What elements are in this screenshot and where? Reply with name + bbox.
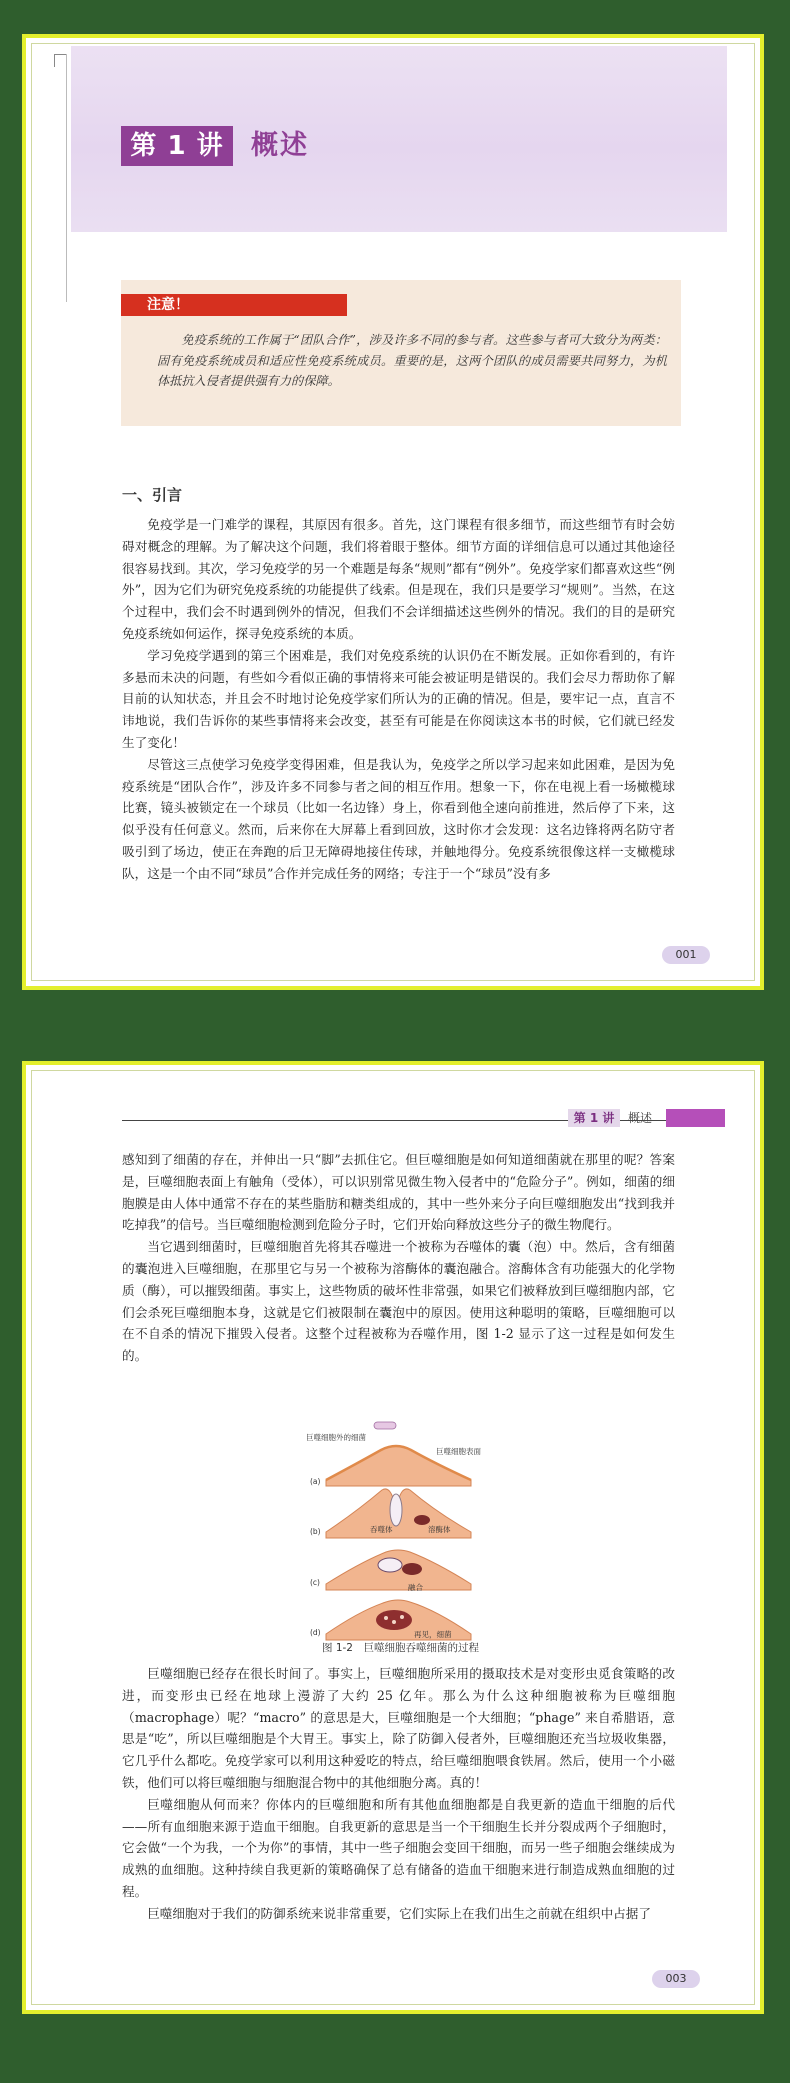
paragraph: 学习免疫学遇到的第三个困难是，我们对免疫系统的认识仍在不断发展。正如你看到的，有许多悬而未决的问题，有些如今看似正确的事情将来可能会被证明是错误的。我们会尽力帮助你了解目前的认知状态，并且会不时地讨论免疫学家们所认为的正确的情况。但是，要牢记一点，直言不讳地说，我们告诉你的某些事情将来会改变，甚至有可能是在你阅读这本书的时候，它们就已经发生了变化！ (122, 647, 675, 750)
note-text: 免疫系统的工作属于“团队合作”，涉及许多不同的参与者。这些参与者可大致分为两类：固有免疫系统成员和适应性免疫系统成员。重要的是，这两个团队的成员需要共同努力，为机体抵抗入侵者提供强有力的保障。 (157, 333, 667, 388)
note-box (121, 280, 681, 426)
figure-label: 再见，细菌 (414, 1630, 452, 1639)
phagocytosis-illustration (286, 1420, 526, 1648)
note-label: 注意！ (121, 294, 347, 316)
chapter-tag: 第 1 讲 (121, 126, 233, 166)
paragraph: 巨噬细胞已经存在很长时间了。事实上，巨噬细胞所采用的摄取技术是对变形虫觅食策略的改进，而变形虫已经在地球上漫游了大约 25 亿年。那么为什么这种细胞被称为巨噬细胞（macrophage）呢？“macro” 的意思是大，巨噬细胞是一个大细胞；“phage” 来自希腊语，意思是“吃”，所以巨噬细胞是个大胃王。事实上，除了防御入侵者外，巨噬细胞还充当垃圾收集器，它几乎什么都吃。免疫学家可以利用这种爱吃的特点，给巨噬细胞喂食铁屑。然后，使用一个小磁铁，他们可以将巨噬细胞与细胞混合物中的其他细胞分离。真的！ (122, 1666, 675, 1790)
book-page-003 (22, 1061, 764, 2014)
paragraph: 巨噬细胞对于我们的防御系统来说非常重要，它们实际上在我们出生之前就在组织中占据了 (147, 1905, 651, 1921)
paragraph: 巨噬细胞从何而来？你体内的巨噬细胞和所有其他血细胞都是自我更新的造血干细胞的后代——所有血细胞来源于造血干细胞。自我更新的意思是当一个干细胞生长并分裂成两个子细胞时，它会做“一个为我，一个为你”的事情，其中一些子细胞会变回干细胞，而另一些子细胞会继续成为成熟的血细胞。这种持续自我更新的策略确保了总有储备的造血干细胞来进行制造成熟血细胞的过程。 (122, 1796, 675, 1899)
running-header-tag: 第 1 讲 (568, 1109, 620, 1127)
phagocytosis-figure (286, 1420, 526, 1648)
crop-line (66, 54, 67, 302)
chapter-title: 概述 (251, 130, 309, 161)
panel-label: (c) (310, 1578, 320, 1587)
figure-label: 融合 (408, 1583, 423, 1592)
section-heading: 一、引言 (122, 486, 183, 504)
paragraph: 当它遇到细菌时，巨噬细胞首先将其吞噬进一个被称为吞噬体的囊（泡）中。然后，含有细菌的囊泡进入巨噬细胞，在那里它与另一个被称为溶酶体的囊泡融合。溶酶体含有功能强大的化学物质（酶），可以摧毁细菌。事实上，这些物质的破坏性非常强，如果它们被释放到巨噬细胞内部，它们会杀死巨噬细胞本身，这就是它们被限制在囊泡中的原因。使用这种聪明的策略，巨噬细胞可以在不自杀的情况下摧毁入侵者。这整个过程被称为吞噬作用，图 1-2 显示了这一过程是如何发生的。 (122, 1239, 675, 1364)
figure-caption: 图 1-2 巨噬细胞吞噬细菌的过程 (322, 1642, 479, 1654)
figure-label: 溶酶体 (428, 1525, 451, 1534)
book-page-001 (22, 34, 764, 990)
running-header-bar (666, 1109, 725, 1127)
running-header-title: 概述 (628, 1111, 653, 1125)
page-number: 003 (652, 1970, 700, 1988)
panel-label: (d) (310, 1628, 321, 1637)
body-text (122, 1663, 675, 1925)
figure-label: 巨噬细胞表面 (436, 1447, 481, 1456)
paragraph: 免疫学是一门难学的课程，其原因有很多。首先，这门课程有很多细节，而这些细节有时会妨碍对概念的理解。为了解决这个问题，我们将着眼于整体。细节方面的详细信息可以通过其他途径很容易找到。其次，学习免疫学的另一个难题是每条“规则”都有“例外”。免疫学家们都喜欢这些“例外”，因为它们为研究免疫系统的功能提供了线索。但是现在，我们只是要学习“规则”。当然，在这个过程中，我们会不时遇到例外的情况，但我们不会详细描述这些例外的情况。我们的目的是研究免疫系统如何运作，探寻免疫系统的本质。 (122, 517, 675, 641)
panel-label: (a) (310, 1477, 321, 1486)
page-number: 001 (662, 946, 710, 964)
paragraph: 感知到了细菌的存在，并伸出一只“脚”去抓住它。但巨噬细胞是如何知道细菌就在那里的呢？答案是，巨噬细胞表面上有触角（受体），可以识别常见微生物入侵者中的“危险分子”。例如，细菌的细胞膜是由人体中通常不存在的某些脂肪和糖类组成的，其中一些外来分子向巨噬细胞发出“找到我并吃掉我”的信号。当巨噬细胞检测到危险分子时，它们开始向释放这些分子的微生物爬行。 (122, 1152, 675, 1233)
body-text (122, 514, 675, 885)
body-text (122, 1149, 675, 1367)
figure-label: 巨噬细胞外的细菌 (306, 1433, 366, 1442)
panel-label: (b) (310, 1527, 321, 1536)
figure-label: 吞噬体 (370, 1525, 393, 1534)
chapter-banner (71, 46, 727, 232)
paragraph: 尽管这三点使学习免疫学变得困难，但是我认为，免疫学之所以学习起来如此困难，是因为免疫系统是“团队合作”，涉及许多不同参与者之间的相互作用。想象一下，你在电视上看一场橄榄球比赛，镜头被锁定在一个球员（比如一名边锋）身上，你看到他全速向前推进，然后停了下来，这似乎没有任何意义。然而，后来你在大屏幕上看到回放，这时你才会发现：这名边锋将两名防守者吸引到了场边，使正在奔跑的后卫无障碍地接住传球，并触地得分。免疫系统很像这样一支橄榄球队，这是一个由不同“球员”合作并完成任务的网络；专注于一个“球员”没有多 (122, 756, 675, 881)
